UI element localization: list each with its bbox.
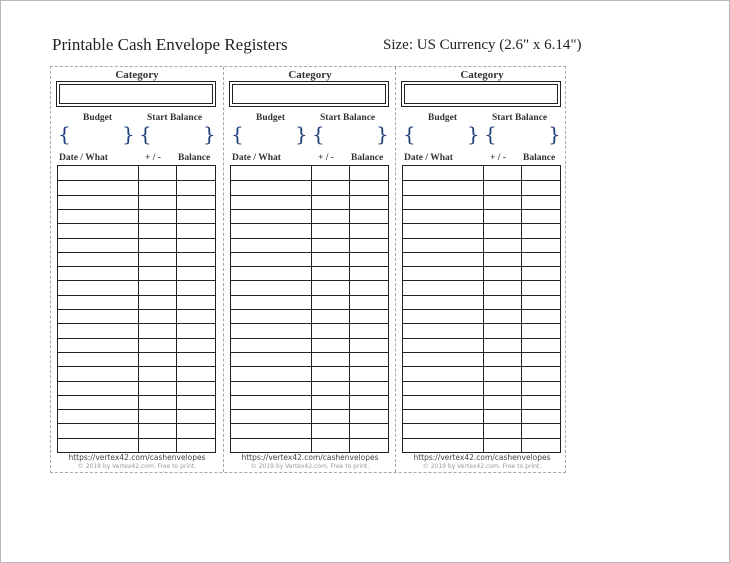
copyright-text: © 2019 by Vertex42.com. Free to print. bbox=[250, 463, 370, 470]
ledger-row-line bbox=[403, 423, 560, 424]
size-label: Size: US Currency (2.6" x 6.14") bbox=[383, 37, 582, 53]
budget-open-brace: { bbox=[58, 122, 71, 146]
ledger-row-line bbox=[231, 409, 388, 410]
budget-open-brace: { bbox=[403, 122, 416, 146]
ledger-row-line bbox=[231, 366, 388, 367]
page-title: Printable Cash Envelope Registers bbox=[52, 35, 288, 54]
ledger-row-line bbox=[403, 252, 560, 253]
register-url: https://vertex42.com/cashenvelopes bbox=[241, 453, 379, 462]
ledger-row-line bbox=[403, 209, 560, 210]
ledger-row-line bbox=[403, 381, 560, 382]
start-balance-label: Start Balance bbox=[147, 113, 203, 123]
budget-label: Budget bbox=[428, 113, 458, 123]
ledger-row-line bbox=[403, 366, 560, 367]
ledger-row-line bbox=[58, 381, 215, 382]
ledger-row-line bbox=[58, 352, 215, 353]
start-balance-close-brace: } bbox=[376, 122, 389, 146]
register-url: https://vertex42.com/cashenvelopes bbox=[413, 453, 551, 462]
ledger-row-line bbox=[58, 295, 215, 296]
start-balance-close-brace: } bbox=[203, 122, 216, 146]
category-label: Category bbox=[115, 69, 159, 81]
ledger-row-line bbox=[58, 309, 215, 310]
ledger-row-line bbox=[58, 180, 215, 181]
ledger-row-line bbox=[403, 409, 560, 410]
copyright-text: © 2019 by Vertex42.com. Free to print. bbox=[77, 463, 197, 470]
category-field[interactable] bbox=[56, 81, 216, 107]
category-field[interactable] bbox=[229, 81, 389, 107]
ledger-row-line bbox=[58, 266, 215, 267]
ledger-row-line bbox=[403, 338, 560, 339]
ledger-row-line bbox=[231, 252, 388, 253]
category-label: Category bbox=[288, 69, 332, 81]
column-header-balance: Balance bbox=[178, 153, 211, 163]
ledger-row-line bbox=[403, 309, 560, 310]
ledger-row-line bbox=[403, 266, 560, 267]
ledger-row-line bbox=[58, 238, 215, 239]
column-header-amount: + / - bbox=[490, 153, 506, 163]
ledger-table[interactable] bbox=[57, 165, 216, 453]
ledger-row-line bbox=[58, 423, 215, 424]
cash-envelope-register bbox=[51, 67, 223, 472]
ledger-row-line bbox=[231, 323, 388, 324]
ledger-row-line bbox=[58, 195, 215, 196]
ledger-row-line bbox=[403, 295, 560, 296]
ledger-row-line bbox=[231, 338, 388, 339]
ledger-row-line bbox=[231, 195, 388, 196]
ledger-table[interactable] bbox=[230, 165, 389, 453]
ledger-row-line bbox=[58, 338, 215, 339]
ledger-row-line bbox=[403, 323, 560, 324]
ledger-row-line bbox=[403, 280, 560, 281]
column-header-date: Date / What bbox=[404, 153, 453, 163]
ledger-row-line bbox=[231, 180, 388, 181]
ledger-row-line bbox=[231, 295, 388, 296]
ledger-row-line bbox=[231, 280, 388, 281]
start-balance-label: Start Balance bbox=[492, 113, 548, 123]
ledger-row-line bbox=[403, 195, 560, 196]
column-header-date: Date / What bbox=[232, 153, 281, 163]
column-header-date: Date / What bbox=[59, 153, 108, 163]
register-url: https://vertex42.com/cashenvelopes bbox=[68, 453, 206, 462]
ledger-row-line bbox=[403, 438, 560, 439]
ledger-row-line bbox=[231, 266, 388, 267]
ledger-row-line bbox=[231, 395, 388, 396]
budget-label: Budget bbox=[83, 113, 113, 123]
ledger-row-line bbox=[58, 280, 215, 281]
column-header-amount: + / - bbox=[145, 153, 161, 163]
ledger-row-line bbox=[403, 395, 560, 396]
ledger-row-line bbox=[58, 223, 215, 224]
budget-label: Budget bbox=[256, 113, 286, 123]
ledger-row-line bbox=[403, 352, 560, 353]
budget-close-brace: } bbox=[295, 122, 308, 146]
ledger-row-line bbox=[231, 309, 388, 310]
ledger-row-line bbox=[231, 438, 388, 439]
ledger-row-line bbox=[58, 409, 215, 410]
ledger-table[interactable] bbox=[402, 165, 561, 453]
ledger-row-line bbox=[231, 223, 388, 224]
ledger-row-line bbox=[58, 438, 215, 439]
column-header-balance: Balance bbox=[523, 153, 556, 163]
start-balance-open-brace: { bbox=[139, 122, 152, 146]
ledger-row-line bbox=[403, 238, 560, 239]
column-header-amount: + / - bbox=[318, 153, 334, 163]
budget-close-brace: } bbox=[122, 122, 135, 146]
column-header-balance: Balance bbox=[351, 153, 384, 163]
ledger-row-line bbox=[231, 352, 388, 353]
category-label: Category bbox=[460, 69, 504, 81]
register-sheet bbox=[50, 66, 566, 473]
ledger-row-line bbox=[58, 209, 215, 210]
start-balance-open-brace: { bbox=[484, 122, 497, 146]
category-field[interactable] bbox=[401, 81, 561, 107]
cash-envelope-register bbox=[395, 67, 568, 472]
budget-close-brace: } bbox=[467, 122, 480, 146]
start-balance-close-brace: } bbox=[548, 122, 561, 146]
ledger-row-line bbox=[231, 381, 388, 382]
start-balance-label: Start Balance bbox=[320, 113, 376, 123]
ledger-row-line bbox=[231, 423, 388, 424]
ledger-row-line bbox=[403, 180, 560, 181]
ledger-row-line bbox=[58, 323, 215, 324]
budget-open-brace: { bbox=[231, 122, 244, 146]
ledger-row-line bbox=[58, 395, 215, 396]
ledger-row-line bbox=[231, 209, 388, 210]
ledger-row-line bbox=[58, 252, 215, 253]
ledger-row-line bbox=[58, 366, 215, 367]
start-balance-open-brace: { bbox=[312, 122, 325, 146]
ledger-row-line bbox=[403, 223, 560, 224]
copyright-text: © 2019 by Vertex42.com. Free to print. bbox=[422, 463, 542, 470]
cash-envelope-register bbox=[223, 67, 396, 472]
ledger-row-line bbox=[231, 238, 388, 239]
